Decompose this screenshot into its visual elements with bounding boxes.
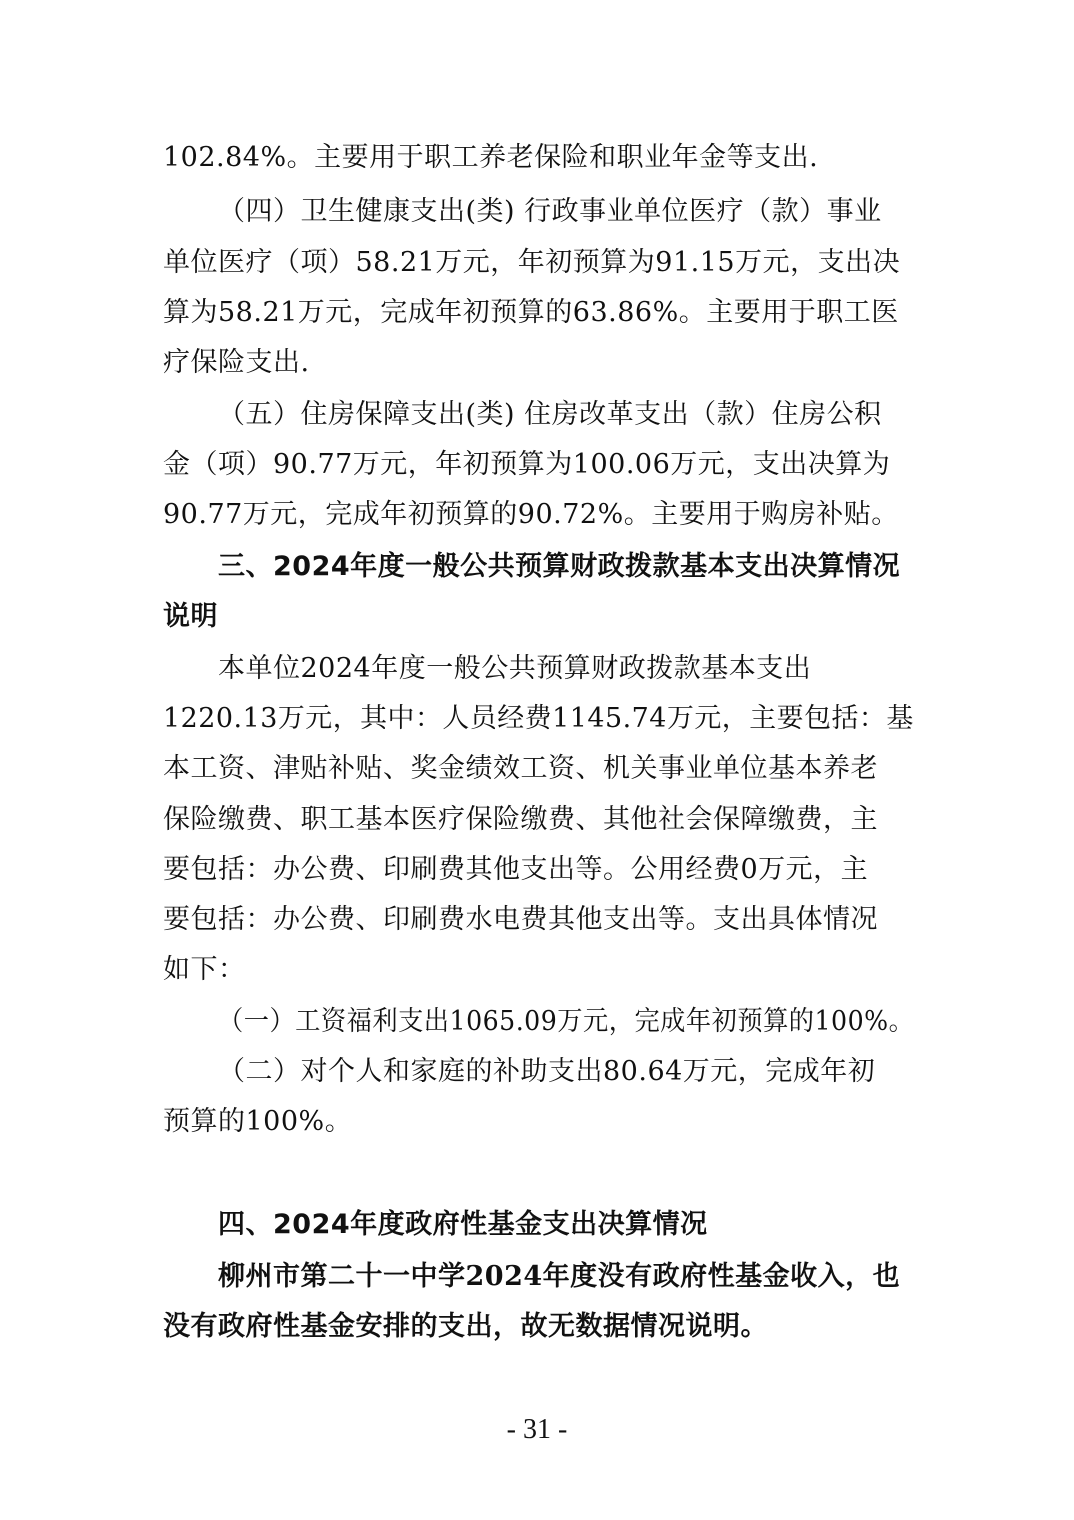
paragraph-line: 没有政府性基金安排的支出，故无数据情况说明。 xyxy=(163,1311,768,1342)
paragraph-line: 本单位2024年度一般公共预算财政拨款基本支出 xyxy=(218,653,812,684)
section-heading: 说明 xyxy=(163,601,218,632)
paragraph-line: 预算的100%。 xyxy=(163,1106,353,1137)
page-number: - 31 - xyxy=(506,1414,568,1445)
paragraph-line: （五）住房保障支出(类) 住房改革支出（款）住房公积 xyxy=(218,399,882,430)
paragraph-line: 102.84%。主要用于职工养老保险和职业年金等支出. xyxy=(163,142,819,173)
paragraph-line: 金（项）90.77万元，年初预算为100.06万元，支出决算为 xyxy=(163,449,891,480)
paragraph-line: 疗保险支出. xyxy=(163,347,310,378)
paragraph-line: 本工资、津贴补贴、奖金绩效工资、机关事业单位基本养老 xyxy=(163,753,878,784)
paragraph-line: 90.77万元，完成年初预算的90.72%。主要用于购房补贴。 xyxy=(163,499,899,530)
paragraph-line: 算为58.21万元，完成年初预算的63.86%。主要用于职工医 xyxy=(163,297,899,328)
paragraph-line: 要包括：办公费、印刷费其他支出等。公用经费0万元，主 xyxy=(163,854,869,885)
paragraph-line: （四）卫生健康支出(类) 行政事业单位医疗（款）事业 xyxy=(218,196,882,227)
section-heading: 三、2024年度一般公共预算财政拨款基本支出决算情况 xyxy=(218,551,901,582)
paragraph-line: 1220.13万元，其中：人员经费1145.74万元，主要包括：基 xyxy=(163,703,914,734)
paragraph-line: 单位医疗（项）58.21万元，年初预算为91.15万元，支出决 xyxy=(163,247,901,278)
section-heading: 四、2024年度政府性基金支出决算情况 xyxy=(218,1209,708,1240)
paragraph-line: 如下： xyxy=(163,954,246,985)
paragraph-line: 要包括：办公费、印刷费水电费其他支出等。支出具体情况 xyxy=(163,904,878,935)
paragraph-line: （一）工资福利支出1065.09万元，完成年初预算的100%。 xyxy=(218,1006,915,1037)
paragraph-line: 保险缴费、职工基本医疗保险缴费、其他社会保障缴费，主 xyxy=(163,804,878,835)
paragraph-line: （二）对个人和家庭的补助支出80.64万元，完成年初 xyxy=(218,1056,876,1087)
paragraph-line: 柳州市第二十一中学2024年度没有政府性基金收入，也 xyxy=(218,1261,901,1292)
